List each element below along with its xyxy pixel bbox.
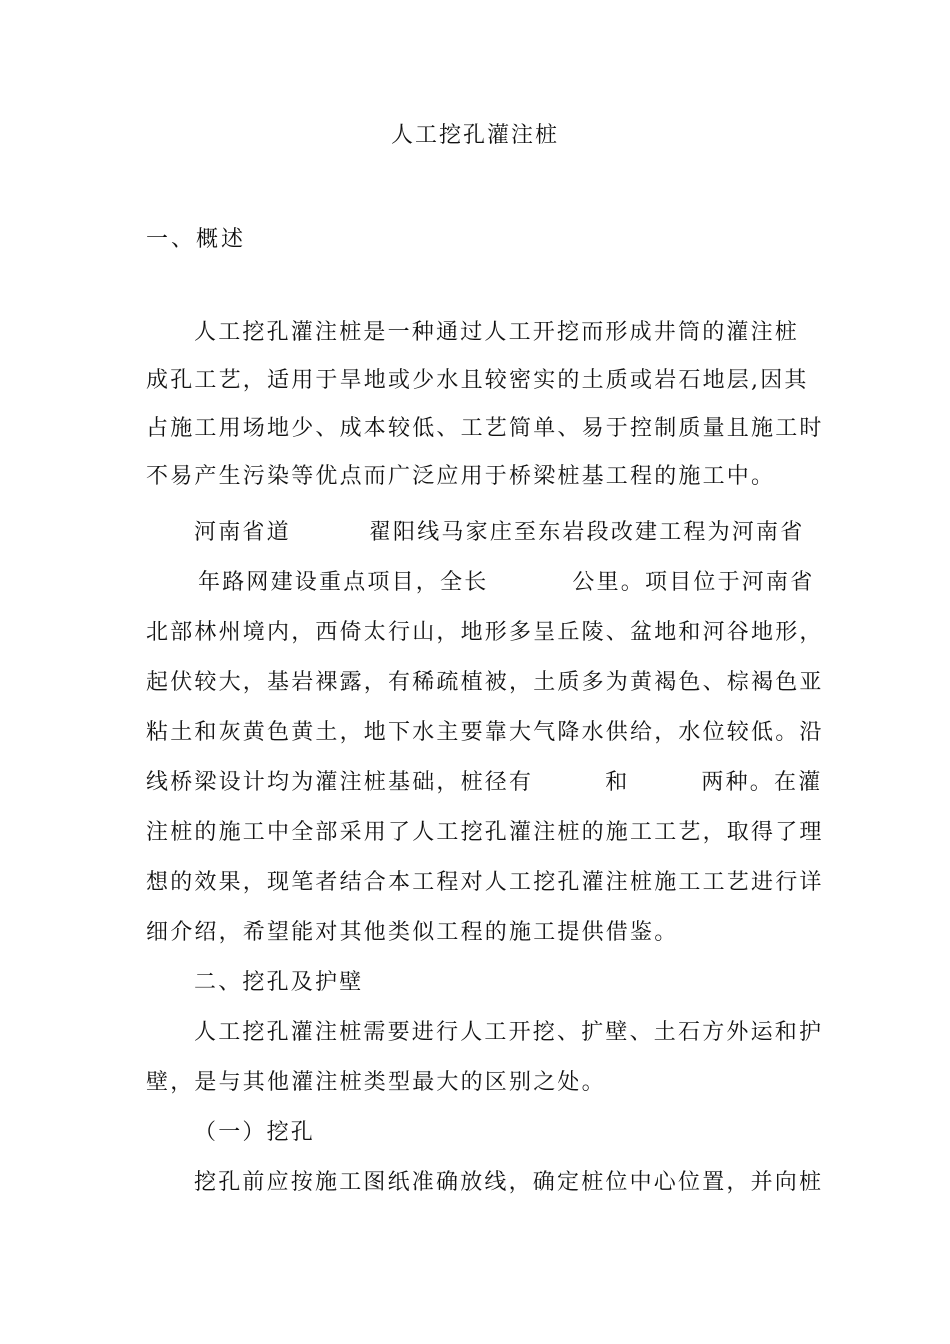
- paragraph-line: [198, 568, 814, 598]
- paragraph-line: 起伏较大，基岩裸露，有稀疏植被，土质多为黄褐色、棕褐色亚: [146, 670, 824, 695]
- paragraph-line: 北部林州境内，西倚太行山，地形多呈丘陵、盆地和河谷地形，: [146, 620, 824, 645]
- paragraph-line: 粘土和灰黄色黄土，地下水主要靠大气降水供给，水位较低。沿: [146, 720, 824, 745]
- section-heading-excavation: 二、挖孔及护壁: [194, 970, 364, 995]
- text-fragment: 年路网建设重点项目，全长: [198, 570, 489, 595]
- text-fragment: 公里。项目位于河南省: [572, 570, 815, 595]
- paragraph-line: 想的效果，现笔者结合本工程对人工挖孔灌注桩施工工艺进行详: [146, 870, 824, 895]
- paragraph-line: 挖孔前应按施工图纸准确放线，确定桩位中心位置，并向桩: [194, 1170, 824, 1195]
- subsection-heading-digging: （一）挖孔: [194, 1120, 316, 1145]
- text-fragment: 两种。在灌: [701, 770, 823, 795]
- paragraph-line: [146, 768, 822, 798]
- text-fragment: 河南省道: [194, 520, 291, 545]
- section-heading-overview: 一、概述: [146, 227, 247, 252]
- paragraph-line: 人工挖孔灌注桩是一种通过人工开挖而形成井筒的灌注桩: [194, 320, 800, 345]
- text-fragment: 线桥梁设计均为灌注桩基础，桩径有: [146, 770, 534, 795]
- text-fragment: 翟阳线马家庄至东岩段改建工程为河南省: [368, 520, 805, 545]
- paragraph-line: 占施工用场地少、成本较低、工艺简单、易于控制质量且施工时: [146, 416, 824, 441]
- paragraph-line: 人工挖孔灌注桩需要进行人工开挖、扩壁、土石方外运和护: [194, 1020, 824, 1045]
- paragraph-line: 成孔工艺，适用于旱地或少水且较密实的土质或岩石地层,因其: [146, 368, 809, 393]
- paragraph-line: [194, 518, 804, 548]
- text-fragment: 和: [605, 770, 630, 795]
- paragraph-line: 壁，是与其他灌注桩类型最大的区别之处。: [146, 1070, 606, 1095]
- document-title: 人工挖孔灌注桩: [390, 123, 559, 148]
- paragraph-line: 细介绍，希望能对其他类似工程的施工提供借鉴。: [146, 920, 679, 945]
- paragraph-line: 不易产生污染等优点而广泛应用于桥梁桩基工程的施工中。: [146, 464, 776, 489]
- paragraph-line: 注桩的施工中全部采用了人工挖孔灌注桩的施工工艺，取得了理: [146, 820, 824, 845]
